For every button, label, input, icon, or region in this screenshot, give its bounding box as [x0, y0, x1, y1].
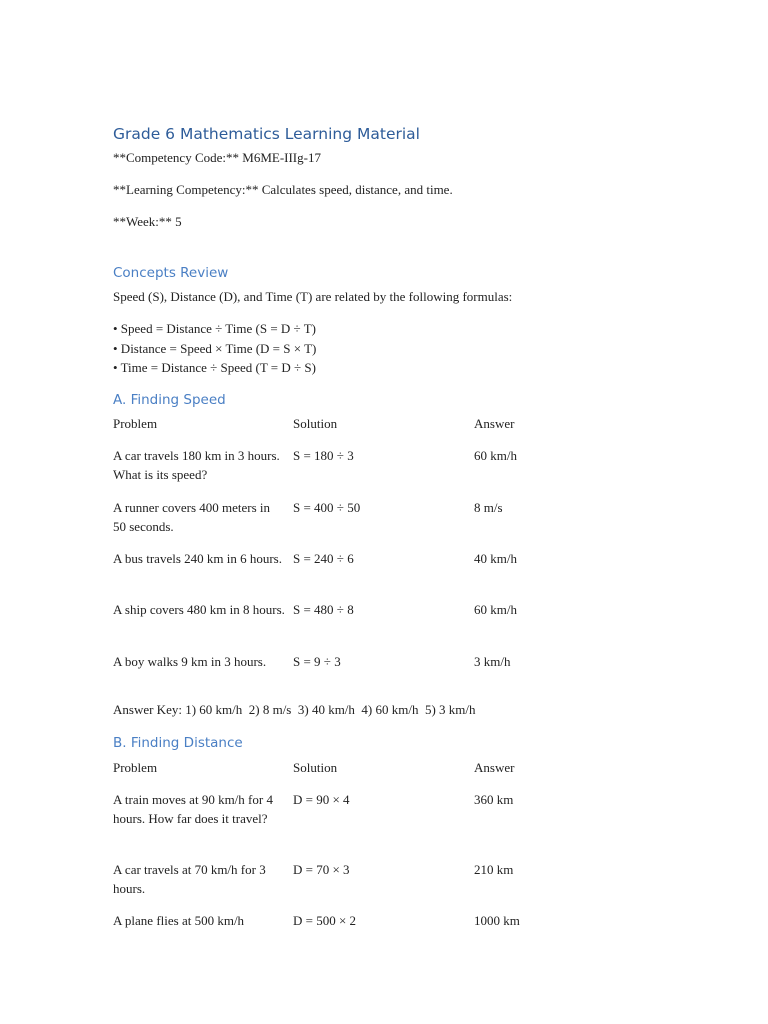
column-header-solution: Solution — [293, 760, 338, 775]
answer-cell: 60 km/h — [474, 448, 517, 463]
answer-key: Answer Key: 1) 60 km/h 2) 8 m/s 3) 40 km/h 4) 60 km/h 5) 3 km/h — [113, 702, 476, 717]
problem-cell: A car travels at 70 km/h for 3 hours. — [113, 862, 266, 896]
answer-cell: 210 km — [474, 862, 514, 877]
table-row — [113, 652, 673, 704]
column-header-answer: Answer — [474, 760, 515, 775]
table-header-row — [113, 758, 673, 790]
formula-item: • Speed = Distance ÷ Time (S = D ÷ T) — [113, 321, 316, 336]
problem-cell: A boy walks 9 km in 3 hours. — [113, 654, 267, 669]
solution-cell: S = 400 ÷ 50 — [293, 500, 361, 515]
distance-table — [113, 758, 673, 941]
answer-cell: 60 km/h — [474, 602, 517, 617]
solution-cell: S = 9 ÷ 3 — [293, 654, 341, 669]
answer-cell: 360 km — [474, 792, 514, 807]
solution-cell: D = 500 × 2 — [293, 913, 357, 928]
table-row — [113, 498, 673, 549]
section-b-heading: B. Finding Distance — [113, 735, 243, 751]
solution-cell: D = 90 × 4 — [293, 792, 350, 807]
answer-cell: 40 km/h — [474, 551, 517, 566]
problem-cell: A bus travels 240 km in 6 hours. — [113, 551, 282, 566]
solution-cell: D = 70 × 3 — [293, 862, 350, 877]
problem-cell: A plane flies at 500 km/h — [113, 913, 245, 928]
problem-cell: A ship covers 480 km in 8 hours. — [113, 602, 285, 617]
column-header-solution: Solution — [293, 416, 338, 431]
answer-cell: 3 km/h — [474, 654, 511, 669]
table-row — [113, 860, 673, 911]
answer-cell: 8 m/s — [474, 500, 503, 515]
competency-code: **Competency Code:** M6ME-IIIg-17 — [113, 150, 321, 165]
week: **Week:** 5 — [113, 214, 182, 229]
formula-item: • Time = Distance ÷ Speed (T = D ÷ S) — [113, 360, 316, 375]
solution-cell: S = 180 ÷ 3 — [293, 448, 354, 463]
problem-cell: A train moves at 90 km/h for 4 hours. How far does it travel? — [113, 792, 273, 826]
table-row — [113, 549, 673, 600]
table-header-row — [113, 414, 673, 446]
learning-competency: **Learning Competency:** Calculates speed, distance, and time. — [113, 182, 453, 197]
speed-table — [113, 414, 673, 704]
column-header-problem: Problem — [113, 416, 158, 431]
answer-cell: 1000 km — [474, 913, 520, 928]
problem-cell: A car travels 180 km in 3 hours. What is its speed? — [113, 448, 280, 482]
concepts-intro: Speed (S), Distance (D), and Time (T) are related by the following formulas: — [113, 289, 513, 304]
concepts-heading: Concepts Review — [113, 265, 229, 281]
table-row — [113, 600, 673, 652]
solution-cell: S = 480 ÷ 8 — [293, 602, 354, 617]
formula-item: • Distance = Speed × Time (D = S × T) — [113, 340, 317, 356]
table-row — [113, 911, 673, 941]
formula-list — [113, 319, 316, 378]
document-title: Grade 6 Mathematics Learning Material — [113, 125, 420, 143]
column-header-problem: Problem — [113, 760, 158, 775]
column-header-answer: Answer — [474, 416, 515, 431]
table-row — [113, 790, 673, 860]
problem-cell: A runner covers 400 meters in 50 seconds. — [113, 500, 271, 534]
table-row — [113, 446, 673, 498]
section-a-heading: A. Finding Speed — [113, 392, 226, 408]
solution-cell: S = 240 ÷ 6 — [293, 551, 354, 566]
